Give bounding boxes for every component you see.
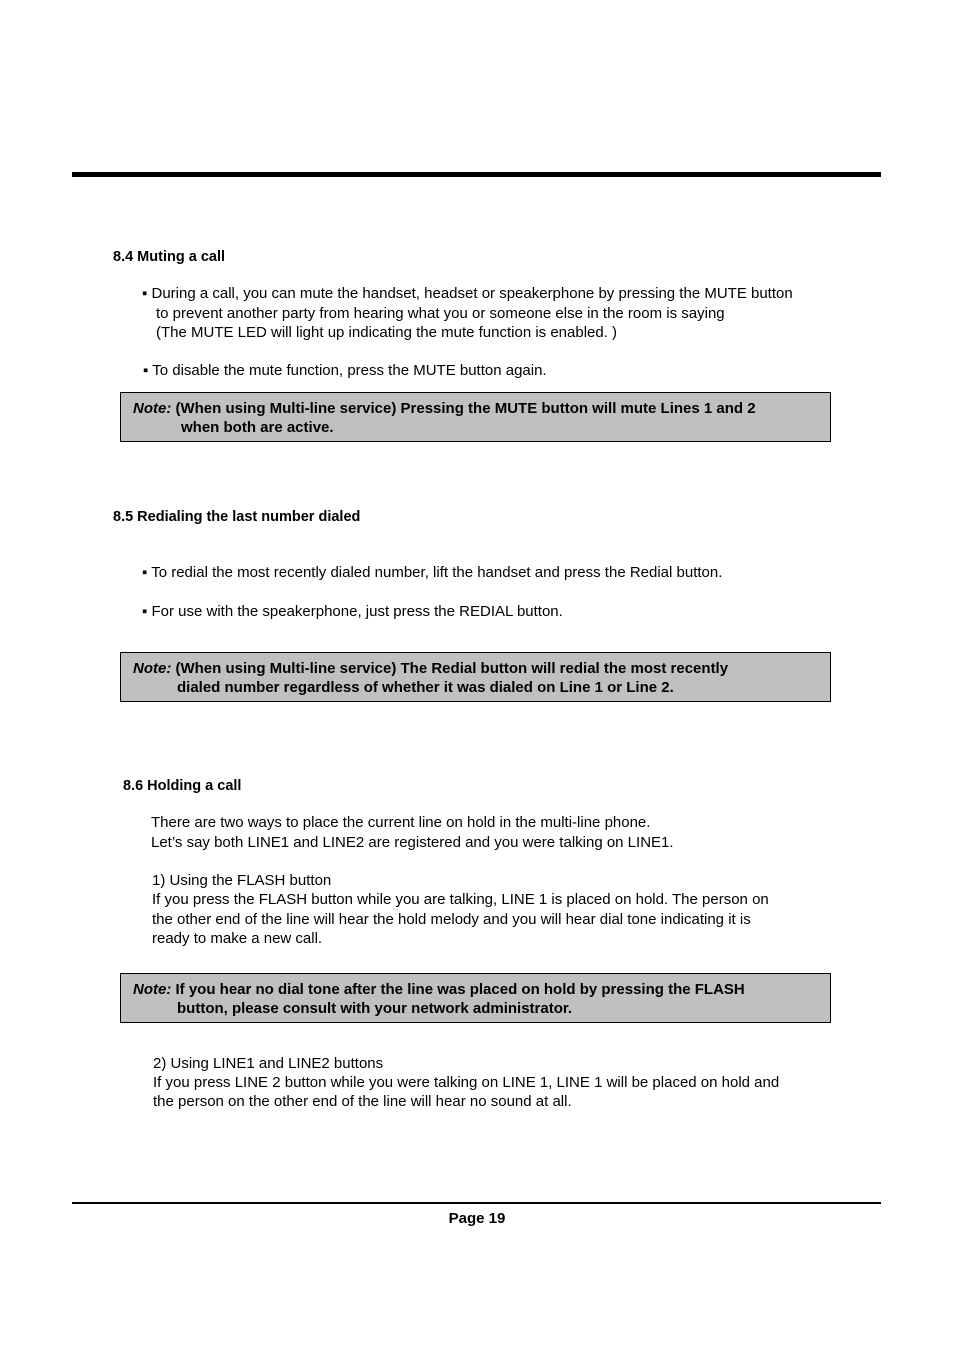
- method-1-line-2: the other end of the line will hear the hold melody and you will hear dial tone indicating it is: [152, 911, 751, 928]
- hold-note-box: [120, 973, 831, 1023]
- footer-rule: [72, 1202, 881, 1204]
- method-2-line-2: the person on the other end of the line will hear no sound at all.: [153, 1093, 572, 1110]
- mute-bullet-line-2: to prevent another party from hearing what you or someone else in the room is saying: [156, 305, 725, 322]
- note-text-line-1: If you hear no dial tone after the line was placed on hold by pressing the FLASH: [171, 981, 745, 998]
- note-label: Note:: [133, 981, 172, 998]
- mute-note-box: [120, 392, 831, 442]
- note-text-line-1: (When using Multi-line service) Pressing the MUTE button will mute Lines 1 and 2: [171, 400, 756, 417]
- redial-note-box: [120, 652, 831, 702]
- redial-bullet-1: ▪ To redial the most recently dialed number, lift the handset and press the Redial button.: [142, 564, 723, 581]
- method-1-title: 1) Using the FLASH button: [152, 872, 332, 889]
- note-text-line-2: dialed number regardless of whether it was dialed on Line 1 or Line 2.: [177, 679, 674, 696]
- note-text-line-1: (When using Multi-line service) The Redial button will redial the most recently: [171, 660, 729, 677]
- redial-bullet-2: ▪ For use with the speakerphone, just press the REDIAL button.: [142, 603, 563, 620]
- method-2-title: 2) Using LINE1 and LINE2 buttons: [153, 1055, 384, 1072]
- section-8-4-heading: 8.4 Muting a call: [113, 249, 225, 265]
- note-text-line-2: when both are active.: [181, 419, 334, 436]
- header-rule: [72, 172, 881, 177]
- note-label: Note:: [133, 660, 172, 677]
- page-number: Page 19: [448, 1210, 506, 1227]
- section-8-6-heading: 8.6 Holding a call: [123, 778, 242, 794]
- note-text-line-2: button, please consult with your network administrator.: [177, 1000, 573, 1017]
- method-1-line-1: If you press the FLASH button while you are talking, LINE 1 is placed on hold. The person on: [152, 891, 769, 908]
- note-label: Note:: [133, 400, 172, 417]
- mute-bullet-line-1: ▪ During a call, you can mute the handset, headset or speakerphone by pressing the MUTE button: [142, 285, 793, 302]
- mute-bullet-line-3: (The MUTE LED will light up indicating the mute function is enabled. ): [156, 324, 618, 341]
- section-8-5-heading: 8.5 Redialing the last number dialed: [113, 509, 361, 525]
- method-2-line-1: If you press LINE 2 button while you were talking on LINE 1, LINE 1 will be placed on hold and: [153, 1074, 780, 1091]
- hold-intro-line-1: There are two ways to place the current line on hold in the multi-line phone.: [151, 814, 651, 831]
- hold-intro-line-2: Let’s say both LINE1 and LINE2 are registered and you were talking on LINE1.: [151, 834, 674, 851]
- disable-mute-bullet: ▪ To disable the mute function, press the MUTE button again.: [143, 362, 547, 379]
- method-1-line-3: ready to make a new call.: [152, 930, 323, 947]
